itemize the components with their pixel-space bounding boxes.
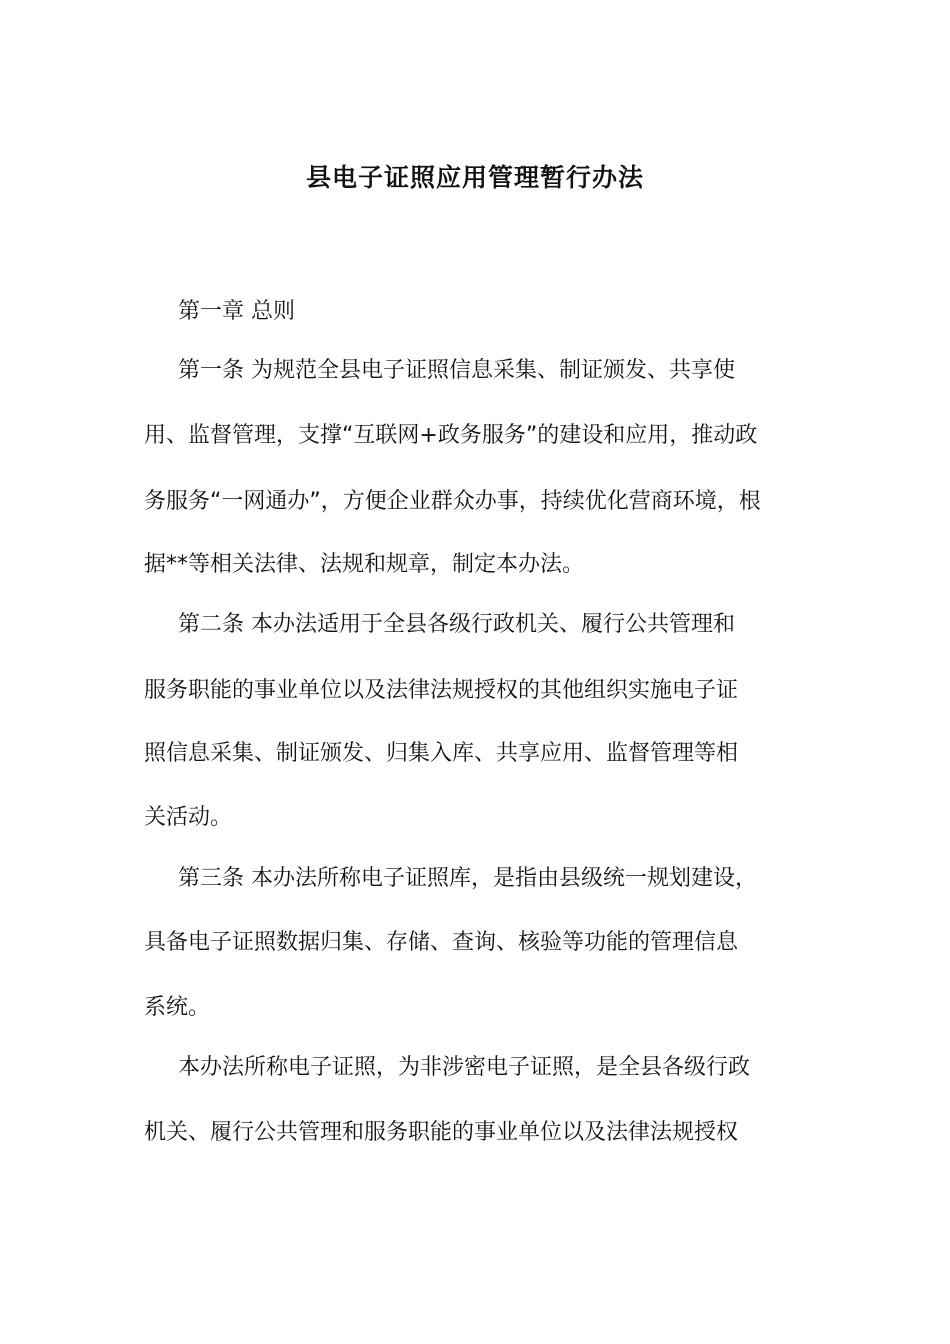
paragraph-line: 第三条 本办法所称电子证照库，是指由县级统一规划建设， (178, 866, 757, 891)
paragraph-line: 务服务“一网通办”，方便企业群众办事，持续优化营商环境，根 (144, 489, 761, 514)
document-title: 县电子证照应用管理暂行办法 (305, 163, 644, 192)
paragraph-line: 机关、履行公共管理和服务职能的事业单位以及法律法规授权 (144, 1120, 739, 1145)
paragraph-line: 服务职能的事业单位以及法律法规授权的其他组织实施电子证 (144, 678, 739, 703)
chapter-heading: 第一章 总则 (178, 299, 295, 324)
paragraph-line: 照信息采集、制证颁发、归集入库、共享应用、监督管理等相 (144, 741, 739, 766)
paragraph-line: 第二条 本办法适用于全县各级行政机关、履行公共管理和 (178, 612, 735, 637)
paragraph-line: 第一条 为规范全县电子证照信息采集、制证颁发、共享使 (178, 358, 735, 383)
paragraph-line: 具备电子证照数据归集、存储、查询、核验等功能的管理信息 (144, 930, 739, 955)
paragraph-line: 据**等相关法律、法规和规章，制定本办法。 (144, 552, 585, 577)
paragraph-line: 关活动。 (144, 805, 233, 830)
paragraph-line: 用、监督管理，支撑“互联网+政务服务”的建设和应用，推动政 (144, 423, 758, 448)
paragraph-line: 本办法所称电子证照，为非涉密电子证照，是全县各级行政 (178, 1055, 751, 1080)
paragraph-line: 系统。 (144, 995, 211, 1020)
